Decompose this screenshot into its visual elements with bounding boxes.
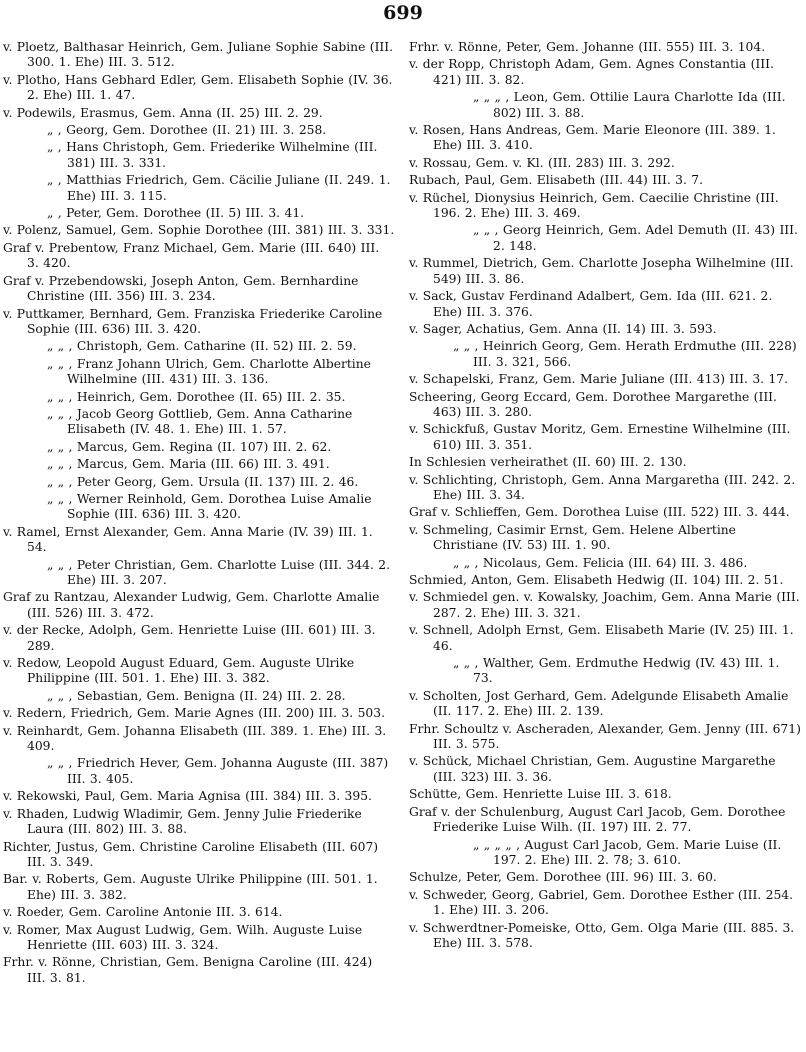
index-entry: „ , Georg, Gem. Dorothee (II. 21) III. 3. 258.: [47, 123, 327, 138]
index-entry: v. Rekowski, Paul, Gem. Maria Agnisa (III. 384) III. 3. 395.: [3, 789, 372, 804]
index-entry: Graf v. Schlieffen, Gem. Dorothea Luise (III. 522) III. 3. 444.: [409, 505, 790, 520]
index-entry: Bar. v. Roberts, Gem. Auguste Ulrike Philippine (III. 501. 1. Ehe) III. 3. 382.: [3, 872, 378, 902]
index-entry: „ „ , Werner Reinhold, Gem. Dorothea Luise Amalie Sophie (III. 636) III. 3. 420.: [47, 491, 372, 522]
index-entry: v. Schmeling, Casimir Ernst, Gem. Helene Albertine Christiane (IV. 53) III. 1. 90.: [409, 522, 736, 553]
index-entry: „ , Peter, Gem. Dorothee (II. 5) III. 3. 41.: [47, 206, 305, 221]
index-entry: v. Schickfuß, Gustav Moritz, Gem. Ernestine Wilhelmine (III. 610) III. 3. 351.: [409, 422, 791, 452]
index-entry: „ „ , Peter Christian, Gem. Charlotte Luise (III. 344. 2. Ehe) III. 3. 207.: [47, 557, 391, 587]
index-entry: v. Schwerdtner-Pomeiske, Otto, Gem. Olga Marie (III. 885. 3. Ehe) III. 3. 578.: [409, 920, 795, 950]
index-entry: „ „ , Christoph, Gem. Catharine (II. 52) III. 2. 59.: [47, 339, 357, 354]
index-entry: „ „ „ „ , August Carl Jacob, Gem. Marie Luise (II. 197. 2. Ehe) III. 2. 78; 3. 610.: [473, 837, 782, 867]
index-entry: v. Schmiedel gen. v. Kowalsky, Joachim, Gem. Anna Marie (III. 287. 2. Ehe) III. 3. 321.: [409, 590, 800, 620]
index-entry: v. Schück, Michael Christian, Gem. Augustine Margarethe (III. 323) III. 3. 36.: [409, 754, 776, 784]
index-entry: Graf zu Rantzau, Alexander Ludwig, Gem. Charlotte Amalie (III. 526) III. 3. 472.: [3, 590, 380, 620]
index-entry: Schütte, Gem. Henriette Luise III. 3. 618.: [409, 787, 672, 802]
index-entry: Schulze, Peter, Gem. Dorothee (III. 96) III. 3. 60.: [409, 870, 717, 885]
index-entry: Frhr. v. Rönne, Peter, Gem. Johanne (III. 555) III. 3. 104.: [409, 40, 766, 54]
index-entry: v. Sager, Achatius, Gem. Anna (II. 14) III. 3. 593.: [409, 321, 717, 336]
index-entry: Graf v. Prebentow, Franz Michael, Gem. Marie (III. 640) III. 3. 420.: [3, 240, 380, 271]
index-entry: Frhr. Schoultz v. Ascheraden, Alexander, Gem. Jenny (III. 671) III. 3. 575.: [409, 721, 801, 752]
index-entry: v. Puttkamer, Bernhard, Gem. Franziska Friederike Caroline Sophie (III. 636) III. 3. 420.: [3, 306, 383, 336]
index-entry: v. Plotho, Hans Gebhard Edler, Gem. Elisabeth Sophie (IV. 36. 2. Ehe) III. 1. 47.: [3, 72, 393, 103]
index-entry: „ „ , Friedrich Hever, Gem. Johanna Auguste (III. 387) III. 3. 405.: [47, 756, 389, 786]
index-entry: Rubach, Paul, Gem. Elisabeth (III. 44) III. 3. 7.: [409, 173, 704, 188]
index-entry: v. Polenz, Samuel, Gem. Sophie Dorothee (III. 381) III. 3. 331.: [3, 223, 395, 238]
index-entry: v. Rummel, Dietrich, Gem. Charlotte Josepha Wilhelmine (III. 549) III. 3. 86.: [409, 256, 794, 286]
index-entry: v. Rossau, Gem. v. Kl. (III. 283) III. 3. 292.: [409, 155, 675, 170]
index-entry: „ „ , Marcus, Gem. Maria (III. 66) III. 3. 491.: [47, 457, 330, 472]
index-entry: v. Rüchel, Dionysius Heinrich, Gem. Caecilie Christine (III. 196. 2. Ehe) III. 3. 469.: [409, 190, 779, 221]
index-entry: „ , Hans Christoph, Gem. Friederike Wilhelmine (III. 381) III. 3. 331.: [47, 140, 378, 170]
index-entry: v. Romer, Max August Ludwig, Gem. Wilh. Auguste Luise Henriette (III. 603) III. 3. 324.: [3, 922, 363, 952]
index-entry: „ „ , Franz Johann Ulrich, Gem. Charlotte Albertine Wilhelmine (III. 431) III. 3. 136.: [47, 356, 371, 387]
index-entry: In Schlesien verheirathet (II. 60) III. 2. 130.: [409, 455, 687, 470]
index-entry: v. Roeder, Gem. Caroline Antonie III. 3. 614.: [3, 905, 283, 920]
index-entry: „ „ , Peter Georg, Gem. Ursula (II. 137) III. 2. 46.: [47, 474, 359, 489]
index-entry: „ „ , Marcus, Gem. Regina (II. 107) III. 2. 62.: [47, 439, 332, 454]
index-entry: „ „ , Nicolaus, Gem. Felicia (III. 64) III. 3. 486.: [453, 555, 748, 570]
index-entry: „ „ , Heinrich Georg, Gem. Herath Erdmuthe (III. 228) III. 3. 321, 566.: [453, 339, 797, 369]
index-entry: Graf v. der Schulenburg, August Carl Jacob, Gem. Dorothee Friederike Luise Wilh. (II. 197) III. 2. 77.: [409, 804, 786, 835]
index-entry: Richter, Justus, Gem. Christine Caroline Elisabeth (III. 607) III. 3. 349.: [3, 839, 379, 869]
index-entry: „ , Matthias Friedrich, Gem. Cäcilie Juliane (II. 249. 1. Ehe) III. 3. 115.: [47, 173, 391, 203]
index-entry: v. Schweder, Georg, Gabriel, Gem. Dorothee Esther (III. 254. 1. Ehe) III. 3. 206.: [409, 887, 793, 918]
index-entry: Scheering, Georg Eccard, Gem. Dorothee Margarethe (III. 463) III. 3. 280.: [409, 389, 777, 419]
index-entry: v. Ploetz, Balthasar Heinrich, Gem. Juliane Sophie Sabine (III. 300. 1. Ehe) III. 3. 512.: [3, 40, 394, 70]
index-entry: v. Reinhardt, Gem. Johanna Elisabeth (III. 389. 1. Ehe) III. 3. 409.: [3, 723, 387, 754]
index-entry: v. Ramel, Ernst Alexander, Gem. Anna Marie (IV. 39) III. 1. 54.: [3, 524, 373, 555]
index-entry: v. Redow, Leopold August Eduard, Gem. Auguste Ulrike Philippine (III. 501. 1. Ehe) III. 3. 382.: [3, 656, 355, 686]
index-entry: v. Schapelski, Franz, Gem. Marie Juliane (III. 413) III. 3. 17.: [409, 372, 789, 387]
index-entry: v. Sack, Gustav Ferdinand Adalbert, Gem. Ida (III. 621. 2. Ehe) III. 3. 376.: [409, 289, 773, 319]
index-entry: Graf v. Przebendowski, Joseph Anton, Gem. Bernhardine Christine (III. 356) III. 3. 234.: [3, 273, 359, 304]
index-entry: v. Rosen, Hans Andreas, Gem. Marie Eleonore (III. 389. 1. Ehe) III. 3. 410.: [409, 123, 776, 153]
index-entry: „ „ , Sebastian, Gem. Benigna (II. 24) III. 2. 28.: [47, 688, 346, 703]
right-column: [409, 40, 801, 953]
index-entry: v. Schlichting, Christoph, Gem. Anna Margaretha (III. 242. 2. Ehe) III. 3. 34.: [409, 472, 796, 502]
index-entry: Frhr. v. Rönne, Christian, Gem. Benigna Caroline (III. 424) III. 3. 81.: [3, 955, 373, 985]
index-entry: v. der Ropp, Christoph Adam, Gem. Agnes Constantia (III. 421) III. 3. 82.: [409, 57, 774, 87]
index-entry: v. Redern, Friedrich, Gem. Marie Agnes (III. 200) III. 3. 503.: [3, 706, 385, 721]
index-entry: Schmied, Anton, Gem. Elisabeth Hedwig (II. 104) III. 2. 51.: [409, 573, 784, 587]
left-column: [3, 40, 395, 988]
index-entry: „ „ , Jacob Georg Gottlieb, Gem. Anna Catharine Elisabeth (IV. 48. 1. Ehe) III. 1. 57.: [47, 406, 353, 437]
index-entry: v. Podewils, Erasmus, Gem. Anna (II. 25) III. 2. 29.: [3, 105, 323, 120]
index-entry: „ „ , Georg Heinrich, Gem. Adel Demuth (II. 43) III. 2. 148.: [473, 223, 798, 253]
index-entry: v. der Recke, Adolph, Gem. Henriette Luise (III. 601) III. 3. 289.: [3, 623, 376, 653]
index-entry: v. Schnell, Adolph Ernst, Gem. Elisabeth Marie (IV. 25) III. 1. 46.: [409, 623, 794, 653]
index-entry: „ „ , Heinrich, Gem. Dorothee (II. 65) III. 2. 35.: [47, 389, 346, 404]
index-entry: v. Scholten, Jost Gerhard, Gem. Adelgunde Elisabeth Amalie (II. 117. 2. Ehe) III. 2. 139.: [409, 688, 789, 719]
index-entry: „ „ , Walther, Gem. Erdmuthe Hedwig (IV. 43) III. 1. 73.: [453, 656, 780, 686]
index-entry: v. Rhaden, Ludwig Wladimir, Gem. Jenny Julie Friederike Laura (III. 802) III. 3. 88.: [3, 806, 362, 837]
page-number: 699: [383, 2, 423, 24]
index-entry: „ „ „ , Leon, Gem. Ottilie Laura Charlotte Ida (III. 802) III. 3. 88.: [473, 90, 786, 120]
